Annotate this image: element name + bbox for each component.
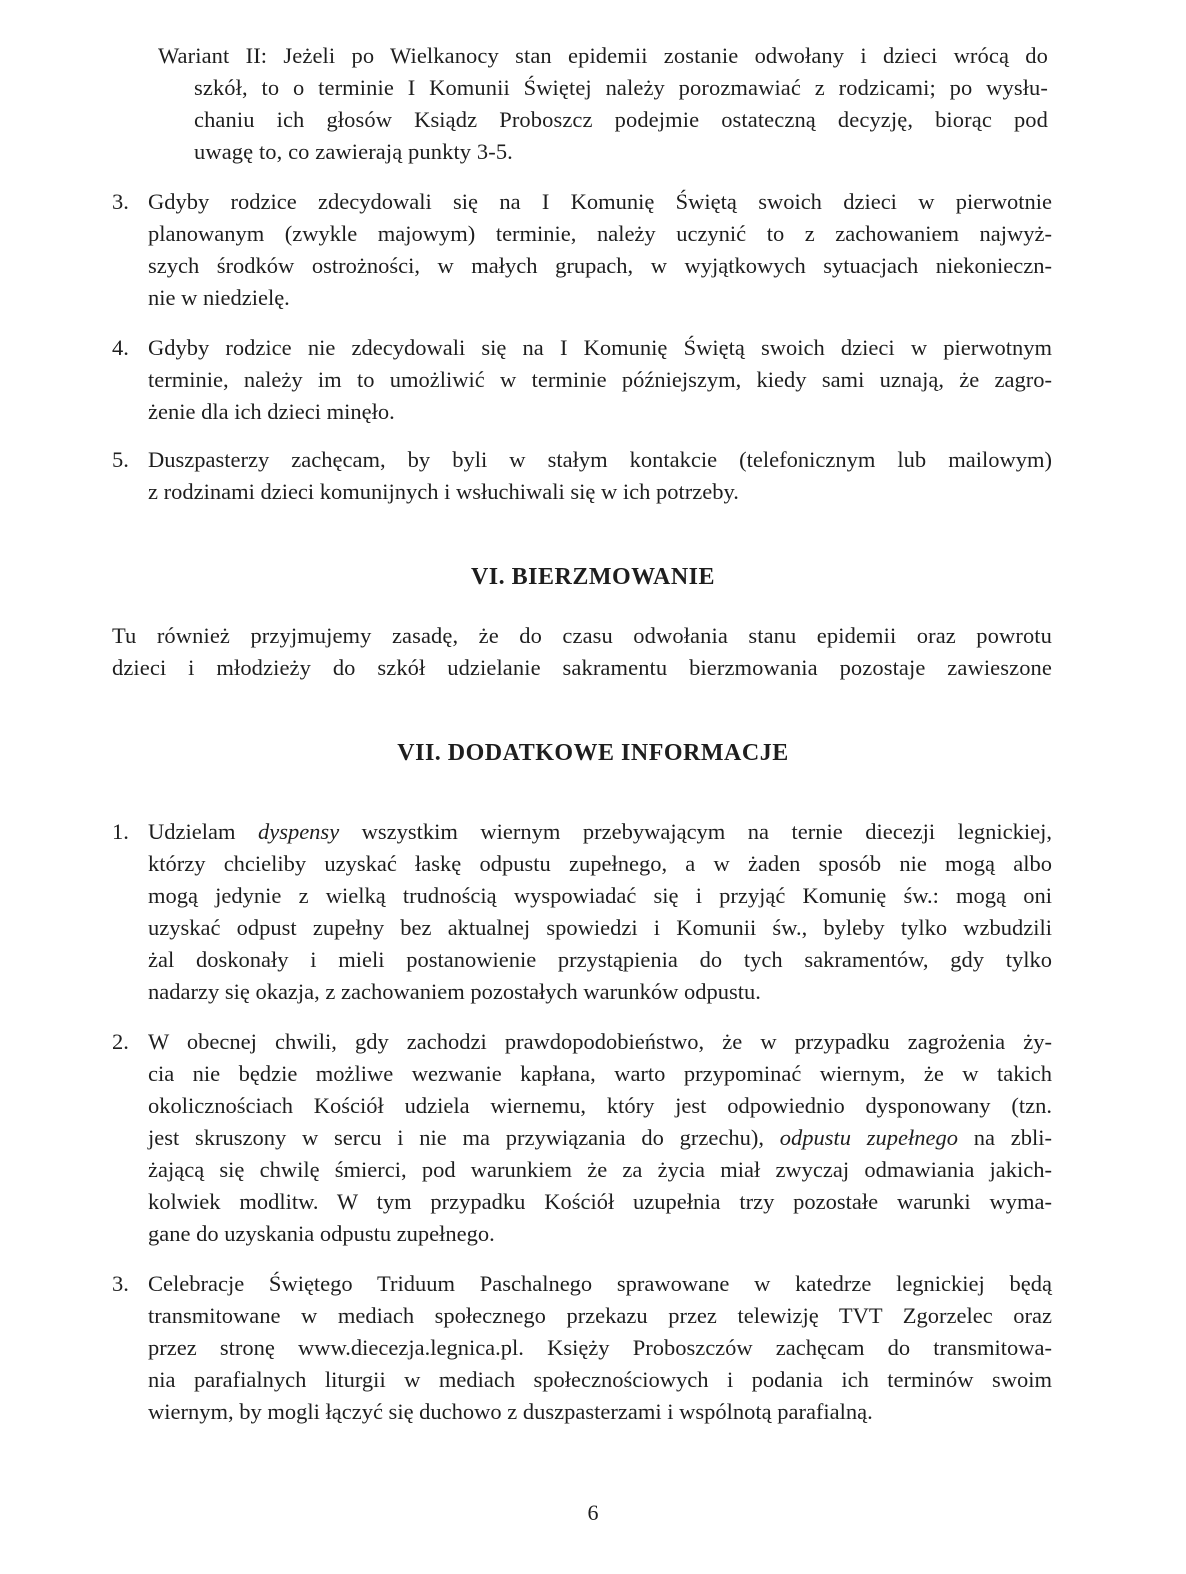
text-line: uwagę to, co zawierają punkty 3-5. — [194, 139, 513, 164]
list-item — [112, 186, 1052, 316]
list-item — [112, 332, 1052, 432]
text-line: wiernym, by mogli łączyć się duchowo z duszpasterzami i wspólnotą parafialną. — [148, 1399, 873, 1424]
text-line: Tu również przyjmujemy zasadę, że do czasu odwołania stanu epidemii oraz powrotu — [112, 623, 1052, 648]
text-line — [148, 1122, 1052, 1154]
text-line: żal doskonały i mieli postanowienie przystąpienia do tych sakramentów, gdy tylko — [148, 947, 1052, 972]
text-line: dzieci i młodzieży do szkół udzielanie sakramentu bierzmowania pozostaje zawieszone — [112, 655, 1052, 680]
text-line: chaniu ich głosów Ksiądz Proboszcz podejmie ostateczną decyzję, biorąc pod — [194, 107, 1048, 132]
text-line: kolwiek modlitw. W tym przypadku Kościół uzupełnia trzy pozostałe warunki wyma- — [148, 1189, 1052, 1214]
text-line: z rodzinami dzieci komunijnych i wsłuchiwali się w ich potrzeby. — [148, 479, 739, 504]
text-line: żenie dla ich dzieci minęło. — [148, 399, 395, 424]
list-item-number: 2. — [112, 1029, 129, 1054]
list-item-number: 3. — [112, 189, 129, 214]
text-line: uzyskać odpust zupełny bez aktualnej spowiedzi i Komunii św., byleby tylko wzbudzili — [148, 915, 1052, 940]
text-line: Wariant II: Jeżeli po Wielkanocy stan epidemii zostanie odwołany i dzieci wrócą do — [158, 43, 1048, 68]
list-item — [112, 1026, 1052, 1256]
text-line: mogą jedynie z wielką trudnością wyspowiadać się i przyjąć Komunię św.: mogą oni — [148, 883, 1052, 908]
text-line: żającą się chwilę śmierci, pod warunkiem że za życia miał zwyczaj odmawiania jakich- — [148, 1157, 1052, 1182]
text-line: przez stronę www.diecezja.legnica.pl. Księży Proboszczów zachęcam do transmitowa- — [148, 1335, 1052, 1360]
page-number: 6 — [587, 1500, 599, 1525]
text-line: nia parafialnych liturgii w mediach społecznościowych i podania ich terminów swoim — [148, 1367, 1052, 1392]
section-vi-paragraph — [112, 620, 1052, 684]
variant-ii-paragraph — [158, 40, 1048, 168]
list-item-number: 4. — [112, 335, 129, 360]
text-run: Udzielam — [148, 819, 258, 844]
text-line: Gdyby rodzice zdecydowali się na I Komunię Świętą swoich dzieci w pierwotnie — [148, 189, 1052, 214]
list-item — [112, 816, 1052, 1012]
text-run: wszystkim wiernym przebywającym na ternie diecezji legnickiej, — [339, 819, 1052, 844]
text-run: jest skruszony w sercu i nie ma przywiązania do grzechu), — [148, 1125, 780, 1150]
text-line: Celebracje Świętego Triduum Paschalnego sprawowane w katedrze legnickiej będą — [148, 1271, 1052, 1296]
text-line: gane do uzyskania odpustu zupełnego. — [148, 1221, 495, 1246]
list-item — [112, 444, 1052, 514]
text-line: nie w niedzielę. — [148, 285, 290, 310]
text-line: Gdyby rodzice nie zdecydowali się na I Komunię Świętą swoich dzieci w pierwotnym — [148, 335, 1052, 360]
text-line: szych środków ostrożności, w małych grupach, w wyjątkowych sytuacjach niekonieczn- — [148, 253, 1052, 278]
text-line: okolicznościach Kościół udziela wiernemu, który jest odpowiednio dysponowany (tzn. — [148, 1093, 1052, 1118]
text-line — [148, 816, 1052, 848]
text-line: którzy chcieliby uzyskać łaskę odpustu zupełnego, a w żaden sposób nie mogą albo — [148, 851, 1052, 876]
section-heading: VII. DODATKOWE INFORMACJE — [397, 740, 789, 766]
text-line: transmitowane w mediach społecznego przekazu przez telewizję TVT Zgorzelec oraz — [148, 1303, 1052, 1328]
text-line: planowanym (zwykle majowym) terminie, należy uczynić to z zachowaniem najwyż- — [148, 221, 1052, 246]
italic-term: dyspensy — [257, 819, 340, 844]
text-line: W obecnej chwili, gdy zachodzi prawdopodobieństwo, że w przypadku zagrożenia ży- — [148, 1029, 1052, 1054]
list-item-number: 5. — [112, 447, 129, 472]
list-item-number: 3. — [112, 1271, 129, 1296]
section-heading: VI. BIERZMOWANIE — [470, 564, 716, 590]
list-item-number: 1. — [112, 819, 129, 844]
text-line: szkół, to o terminie I Komunii Świętej należy porozmawiać z rodzicami; po wysłu- — [194, 75, 1048, 100]
text-line: nadarzy się okazja, z zachowaniem pozostałych warunków odpustu. — [148, 979, 761, 1004]
text-line: cia nie będzie możliwe wezwanie kapłana, warto przypominać wiernym, że w takich — [148, 1061, 1052, 1086]
text-run: na zbli- — [958, 1125, 1052, 1150]
list-item — [112, 1268, 1052, 1434]
text-line: terminie, należy im to umożliwić w terminie późniejszym, kiedy sami uznają, że zagro- — [148, 367, 1052, 392]
text-line: Duszpasterzy zachęcam, by byli w stałym kontakcie (telefonicznym lub mailowym) — [148, 447, 1052, 472]
italic-term: odpustu zupełnego — [779, 1125, 959, 1150]
